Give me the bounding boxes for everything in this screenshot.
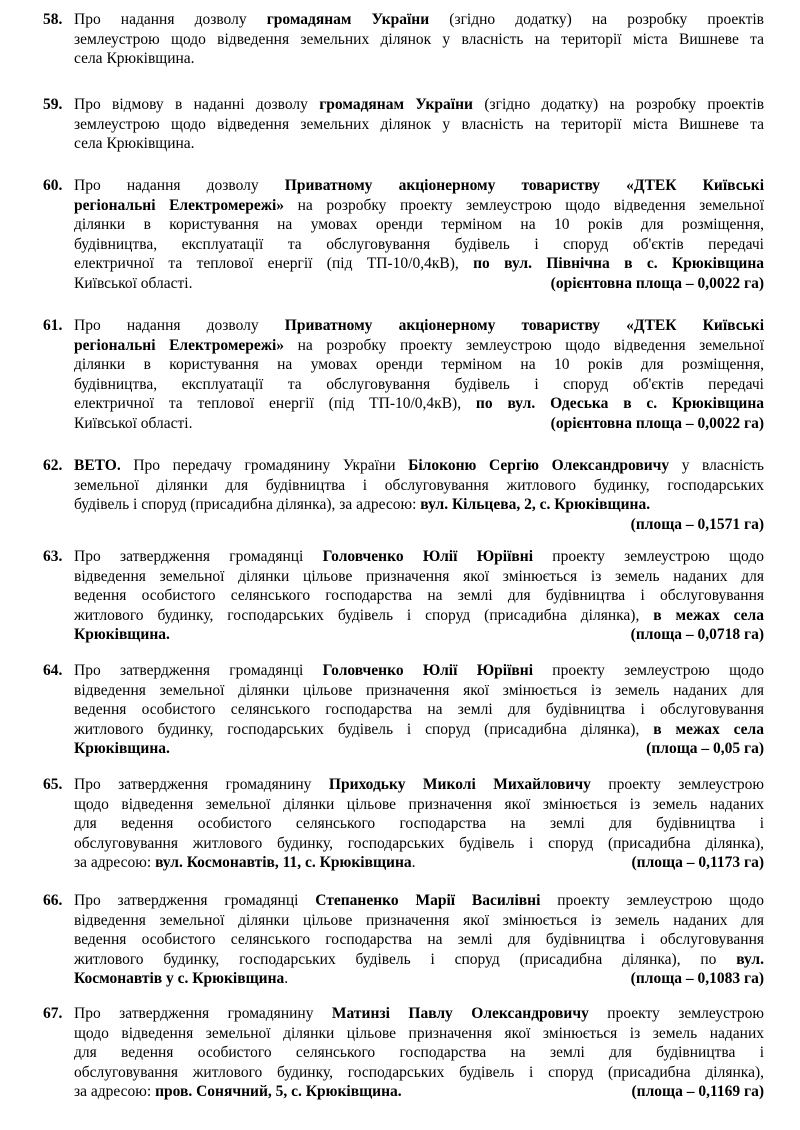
text-run: Космонавтів у с. Крюківщина — [74, 970, 285, 987]
text-run: Про відмову в наданні дозволу — [74, 96, 320, 113]
text-run: будівель і споруд (присадибна ділянка), за адресою: — [74, 496, 421, 513]
text-line — [74, 853, 764, 873]
item-number: 61. — [43, 317, 63, 334]
text-line — [74, 911, 764, 931]
text-line — [74, 355, 764, 375]
item-number: 66. — [43, 892, 63, 909]
text-line — [74, 30, 764, 50]
item-number: 67. — [43, 1005, 63, 1022]
item-text — [74, 1004, 764, 1102]
text-run: (згідно додатку) на розробку проектів — [429, 11, 764, 28]
text-run: Про затвердження громадянину — [74, 1005, 332, 1022]
text-line — [74, 661, 764, 681]
text-run: у власність — [669, 457, 764, 474]
text-run: Матинзі Павлу Олександровичу — [331, 1005, 589, 1022]
text-run: ведення особистого селянського господарства на землі для будівництва і обслуговування — [74, 701, 764, 718]
text-run: будівництва, експлуатації та обслуговування будівель і споруд об'єктів передачі — [74, 235, 764, 253]
item-number: 58. — [43, 11, 63, 28]
text-line — [74, 176, 764, 196]
text-run: проекту землеустрою щодо — [540, 892, 764, 909]
text-run: проекту землеустрою щодо — [533, 548, 764, 565]
text-line — [74, 930, 764, 950]
item-text — [74, 316, 764, 433]
item-number: 62. — [43, 457, 63, 474]
text-line — [74, 1024, 764, 1044]
text-line — [74, 739, 764, 759]
area-label: (площа – 0,1571 га) — [630, 515, 764, 533]
text-run: . — [284, 970, 289, 987]
text-line — [74, 456, 764, 476]
text-run: проекту землеустрою щодо — [533, 662, 764, 679]
text-line — [74, 375, 764, 395]
text-run: будівництва, експлуатації та обслуговування будівель і споруд об'єктів передачі — [74, 375, 764, 393]
text-line — [74, 336, 764, 356]
text-run: обслуговування житлового будинку, господарських будівель і споруд (присадибна ділянка), — [74, 834, 764, 852]
text-run: проекту землеустрою — [588, 1005, 764, 1022]
text-run: електричної та теплової енергії (під ТП-10/0,4кВ), — [74, 395, 476, 412]
text-line — [74, 394, 764, 414]
text-run: за адресою: — [74, 1083, 156, 1100]
text-run: для ведення особистого селянського господарства на землі для будівництва і — [74, 1044, 764, 1061]
text-line — [74, 274, 764, 294]
text-line — [74, 775, 764, 795]
text-run: щодо відведення земельної ділянки цільове призначення якої змінюється із земель наданих — [74, 795, 764, 813]
text-run: Білоконю Сергію Олександровичу — [408, 457, 670, 474]
text-line — [74, 606, 764, 626]
text-line — [74, 1082, 764, 1102]
text-line — [74, 1043, 764, 1063]
text-run: Приходьку Миколі Михайловичу — [328, 776, 591, 793]
text-run: житлового будинку, господарських будівель і споруд (присадибна ділянка), — [74, 606, 654, 624]
text-run: ділянки в користування на умовах оренди терміном на 10 років для розміщення, — [74, 356, 764, 373]
area-label: (площа – 0,1169 га) — [631, 1083, 764, 1100]
text-line — [74, 115, 764, 135]
text-run: на розробку проекту землеустрою щодо відведення земельної — [284, 336, 765, 354]
text-run: Про надання дозволу — [74, 177, 285, 194]
text-run: вул. Кільцева, 2, с. Крюківщина. — [420, 496, 651, 513]
text-line — [74, 235, 764, 255]
text-run: Про надання дозволу — [74, 11, 267, 28]
text-run: відведення земельної ділянки цільове призначення якої змінюється із земель наданих для — [74, 911, 764, 929]
text-line — [74, 414, 764, 434]
text-run: Про затвердження громадянину — [74, 776, 329, 793]
area-label: (площа – 0,0718 га) — [630, 626, 764, 643]
text-line — [74, 814, 764, 834]
text-run: громадянам України — [319, 96, 473, 113]
text-line — [74, 1063, 764, 1083]
text-run: Про передачу громадянину України — [120, 457, 409, 474]
text-run: проекту землеустрою — [590, 776, 764, 793]
text-run: в межах села — [653, 606, 764, 624]
text-run: житлового будинку, господарських будівель і споруд (присадибна ділянка), — [74, 720, 654, 738]
item-number: 63. — [43, 548, 63, 565]
text-line — [74, 720, 764, 740]
text-run: Про затвердження громадянці — [74, 548, 323, 565]
text-line — [74, 495, 764, 515]
text-run: Про затвердження громадянці — [74, 892, 316, 909]
text-run: Головченко Юлії Юріївні — [322, 548, 534, 565]
text-line — [74, 700, 764, 720]
item-text — [74, 10, 764, 69]
area-label: (орієнтовна площа – 0,0022 га) — [550, 414, 764, 432]
text-run: (згідно додатку) на розробку проектів — [472, 96, 765, 113]
item-text — [74, 891, 764, 989]
item-text — [74, 95, 764, 154]
text-line — [74, 625, 764, 645]
text-run: земельної ділянки для будівництва і обслуговування житлового будинку, господарських — [74, 476, 764, 494]
text-run: регіональні Електромережі» — [74, 336, 285, 354]
text-run: села Крюківщина. — [74, 135, 195, 152]
text-run: Крюківщина. — [74, 740, 170, 757]
text-run: вул. — [736, 950, 764, 968]
text-run: землеустрою щодо відведення земельних ділянок у власність на території міста Вишневе та — [74, 30, 764, 48]
area-label: (орієнтовна площа – 0,0022 га) — [550, 274, 764, 292]
text-line — [74, 567, 764, 587]
text-run: вул. Космонавтів, 11, с. Крюківщина — [155, 854, 412, 871]
item-number: 60. — [43, 177, 63, 194]
text-run: Приватному акціонерному товариству «ДТЕК Київські — [284, 177, 765, 194]
text-run: Степаненко Марії Василівні — [315, 892, 541, 909]
area-label: (площа – 0,1173 га) — [631, 854, 764, 871]
text-run: житлового будинку, господарських будівель і споруд (присадибна ділянка), по — [74, 950, 737, 968]
text-run: обслуговування житлового будинку, господарських будівель і споруд (присадибна ділянка), — [74, 1063, 764, 1081]
item-text — [74, 547, 764, 645]
text-line — [74, 795, 764, 815]
text-run: Київської області. — [74, 414, 193, 432]
item-text — [74, 661, 764, 759]
text-run: ведення особистого селянського господарства на землі для будівництва і обслуговування — [74, 587, 764, 604]
text-line — [74, 515, 764, 535]
text-line — [74, 10, 764, 30]
text-run: ВЕТО. — [74, 457, 121, 474]
text-line — [74, 134, 764, 154]
text-line — [74, 681, 764, 701]
text-run: по вул. Одеська в с. Крюківщина — [475, 395, 765, 412]
text-line — [74, 316, 764, 336]
text-run: електричної та теплової енергії (під ТП-10/0,4кВ), — [74, 255, 474, 272]
text-run: Про надання дозволу — [74, 317, 285, 334]
text-line — [74, 196, 764, 216]
text-line — [74, 547, 764, 567]
text-run: в межах села — [653, 720, 764, 738]
text-line — [74, 215, 764, 235]
text-line — [74, 969, 764, 989]
text-run: щодо відведення земельної ділянки цільове призначення якої змінюється із земель наданих — [74, 1024, 764, 1042]
text-run: . — [411, 854, 416, 871]
item-number: 59. — [43, 96, 63, 113]
area-label: (площа – 0,05 га) — [646, 740, 764, 757]
text-run: регіональні Електромережі» — [74, 196, 285, 214]
text-line — [74, 254, 764, 274]
text-run: відведення земельної ділянки цільове призначення якої змінюється із земель наданих для — [74, 567, 764, 585]
text-run: Крюківщина. — [74, 626, 170, 643]
item-text — [74, 775, 764, 873]
text-run: на розробку проекту землеустрою щодо відведення земельної — [284, 196, 765, 214]
text-run: землеустрою щодо відведення земельних ділянок у власність на території міста Вишневе та — [74, 115, 764, 133]
text-line — [74, 49, 764, 69]
text-run: пров. Сонячний, 5, с. Крюківщина. — [155, 1083, 402, 1100]
text-line — [74, 586, 764, 606]
text-run: для ведення особистого селянського господарства на землі для будівництва і — [74, 815, 764, 832]
text-run: за адресою: — [74, 854, 156, 871]
text-run: відведення земельної ділянки цільове призначення якої змінюється із земель наданих для — [74, 681, 764, 699]
item-number: 64. — [43, 662, 63, 679]
text-run: ведення особистого селянського господарства на землі для будівництва і обслуговування — [74, 931, 764, 948]
text-run: громадянам України — [266, 11, 430, 28]
text-line — [74, 95, 764, 115]
text-line — [74, 476, 764, 496]
text-run: по вул. Північна в с. Крюківщина — [473, 255, 764, 272]
text-run: Про затвердження громадянці — [74, 662, 323, 679]
text-line — [74, 1004, 764, 1024]
text-line — [74, 950, 764, 970]
area-label: (площа – 0,1083 га) — [630, 970, 764, 987]
text-run: ділянки в користування на умовах оренди терміном на 10 років для розміщення, — [74, 216, 764, 233]
item-number: 65. — [43, 776, 63, 793]
item-text — [74, 456, 764, 534]
item-text — [74, 176, 764, 293]
text-run: Головченко Юлії Юріївні — [322, 662, 534, 679]
text-run: села Крюківщина. — [74, 50, 195, 67]
text-line — [74, 891, 764, 911]
text-run: Київської області. — [74, 274, 193, 292]
text-line — [74, 834, 764, 854]
text-run: Приватному акціонерному товариству «ДТЕК Київські — [284, 317, 765, 334]
